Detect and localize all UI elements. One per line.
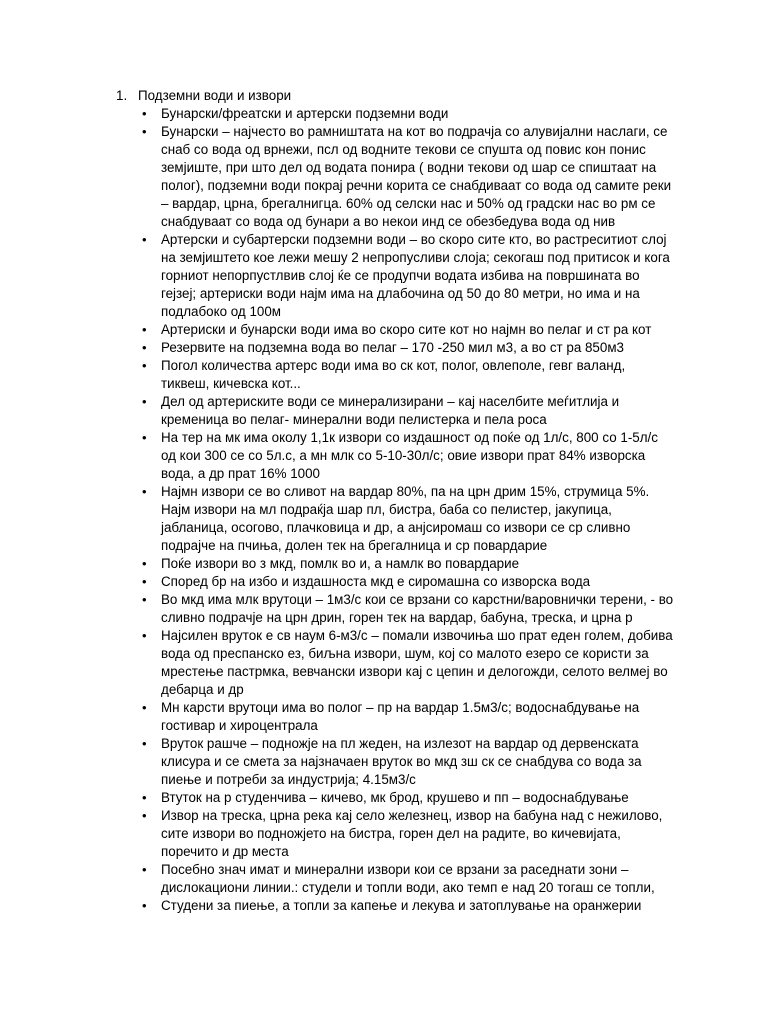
list-item bbox=[116, 789, 676, 807]
bullet-icon: • bbox=[142, 700, 147, 715]
list-item bbox=[116, 123, 676, 231]
bullet-icon: • bbox=[142, 628, 147, 643]
bullet-icon: • bbox=[142, 556, 147, 571]
document-body bbox=[116, 87, 676, 915]
list-item bbox=[116, 429, 676, 483]
list-item-text: Најсилен вруток е св наум 6-м3/с – помали извочиња шо прат еден голем, добива вода од преспанско ез, биљна извори, шум, кој со малото езеро се користи за мрестење пастрмка, вевчански извори кај с цепин и делогожди, селото велмеј во дебарца и др bbox=[161, 628, 673, 697]
list-item-text: Вруток рашче – подножје на пл жеден, на излезот на вардар од дервенската клисура и се смета за најзначаен вруток во мкд зш ск се снабдува со вода за пиење и потреби за индустрија; 4.15м3/с bbox=[161, 736, 642, 787]
bullet-icon: • bbox=[142, 124, 147, 139]
list-item-text: Дел од артериските води се минерализирани – кај населбите меѓитлија и кременица во пелаг- минерални води пелистерка и пела роса bbox=[161, 394, 620, 427]
list-item bbox=[116, 591, 676, 627]
bullet-icon: • bbox=[142, 322, 147, 337]
bullet-icon: • bbox=[142, 862, 147, 877]
bullet-icon: • bbox=[142, 340, 147, 355]
bullet-icon: • bbox=[142, 106, 147, 121]
list-item bbox=[116, 231, 676, 321]
list-item bbox=[116, 735, 676, 789]
list-item bbox=[116, 483, 676, 555]
heading-number: 1. bbox=[116, 88, 128, 103]
list-item-text: Бунарски – најчесто во рамништата на кот во подрачја со алувијални наслаги, се снаб со вода од врнежи, псл од водните текови се спушта од повис кон понис земјиште, при што дел од водата понира ( водни текови од шар се спиштаат на полог), подземни води покрај речни корита се снабдиваат со вода од самите реки – вардар, црна, брегалнигца. 60% од селски нас и 50% од градски нас во рм се снабдуваат со вода од бунари а во некои инд се обезбедува вода од нив bbox=[161, 124, 672, 229]
list-item bbox=[116, 357, 676, 393]
list-item bbox=[116, 339, 676, 357]
list-item bbox=[116, 321, 676, 339]
bullet-icon: • bbox=[142, 232, 147, 247]
list-item-text: Посебно знач имат и минерални извори кои се врзани за раседнати зони – дислокациони линии.: студели и топли води, ако темп е над 20 тогаш се топли, bbox=[161, 862, 655, 895]
list-item bbox=[116, 807, 676, 861]
list-item-text: Резервите на подземна вода во пелаг – 170 -250 мил м3, а во ст ра 850м3 bbox=[161, 340, 624, 355]
list-item-text: Според бр на избо и издашноста мкд е сиромашна со изворска вода bbox=[161, 574, 591, 589]
bullet-icon: • bbox=[142, 574, 147, 589]
list-item-text: Извор на треска, црна река кај село железнец, извор на бабуна над с нежилово, сите извори во подножјето на бистра, горен дел на радите, во кичевијата, поречито и др места bbox=[161, 808, 663, 859]
list-item-text: Поќе извори во з мкд, помлк во и, а намлк во повардарие bbox=[161, 556, 520, 571]
list-item-text: Најмн извори се во сливот на вардар 80%, па на црн дрим 15%, струмица 5%. Најм извори на мл подраќја шар пл, бистра, баба со пелистер, јакупица, јабланица, осогово, плачковица и др, а анјсиромаш со извори се ср сливно подрајче на пчиња, долен тек на брегалница и ср повардарие bbox=[161, 484, 650, 553]
bullet-icon: • bbox=[142, 808, 147, 823]
list-item bbox=[116, 393, 676, 429]
list-item-text: Студени за пиење, а топли за капење и лекува и затоплување на оранжерии bbox=[161, 898, 642, 913]
heading-title: Подземни води и извори bbox=[138, 88, 292, 103]
list-item bbox=[116, 627, 676, 699]
list-item-text: Артериски и бунарски води има во скоро сите кот но најмн во пелаг и ст ра кот bbox=[161, 322, 652, 337]
list-item-text: Втуток на р студенчива – кичево, мк брод, крушево и пп – водоснабдување bbox=[161, 790, 629, 805]
list-item bbox=[116, 861, 676, 897]
bullet-icon: • bbox=[142, 790, 147, 805]
bullet-icon: • bbox=[142, 358, 147, 373]
list-item-text: Во мкд има млк врутоци – 1м3/с кои се врзани со карстни/варовнички терени, - во сливно подрачје на црн дрин, горен тек на вардар, бабуна, треска, и црна р bbox=[161, 592, 674, 625]
bullet-icon: • bbox=[142, 736, 147, 751]
list-item bbox=[116, 897, 676, 915]
bullet-list bbox=[116, 105, 676, 915]
list-item bbox=[116, 573, 676, 591]
bullet-icon: • bbox=[142, 898, 147, 913]
list-item-text: Погол количества артерс води има во ск кот, полог, овлеполе, гевг валанд, тиквеш, кичевска кот... bbox=[161, 358, 626, 391]
list-item bbox=[116, 105, 676, 123]
section-heading bbox=[116, 87, 676, 105]
list-item-text: На тер на мк има околу 1,1к извори со издашност од поќе од 1л/с, 800 со 1-5л/с од кои 300 се со 5л.с, а мн млк со 5-10-30л/с; овие извори прат 84% изворска вода, а др прат 16% 1000 bbox=[161, 430, 658, 481]
list-item-text: Артерски и субартерски подземни води – во скоро сите кто, во растреситиот слој на земјиштето кое лежи мешу 2 непропусливи слоја; секогаш под притисок и кога горниот непорпустлвив слој ќе се продупчи водата избива на површината во гејзеј; артериски води најм има на длабочина од 50 до 80 метри, но има и на подлабоко од 100м bbox=[161, 232, 670, 319]
list-item bbox=[116, 555, 676, 573]
bullet-icon: • bbox=[142, 592, 147, 607]
bullet-icon: • bbox=[142, 484, 147, 499]
list-item-text: Мн карсти врутоци има во полог – пр на вардар 1.5м3/с; водоснабдување на гостивар и хироцентрала bbox=[161, 700, 640, 733]
list-item bbox=[116, 699, 676, 735]
bullet-icon: • bbox=[142, 430, 147, 445]
bullet-icon: • bbox=[142, 394, 147, 409]
list-item-text: Бунарски/фреатски и артерски подземни води bbox=[161, 106, 449, 121]
